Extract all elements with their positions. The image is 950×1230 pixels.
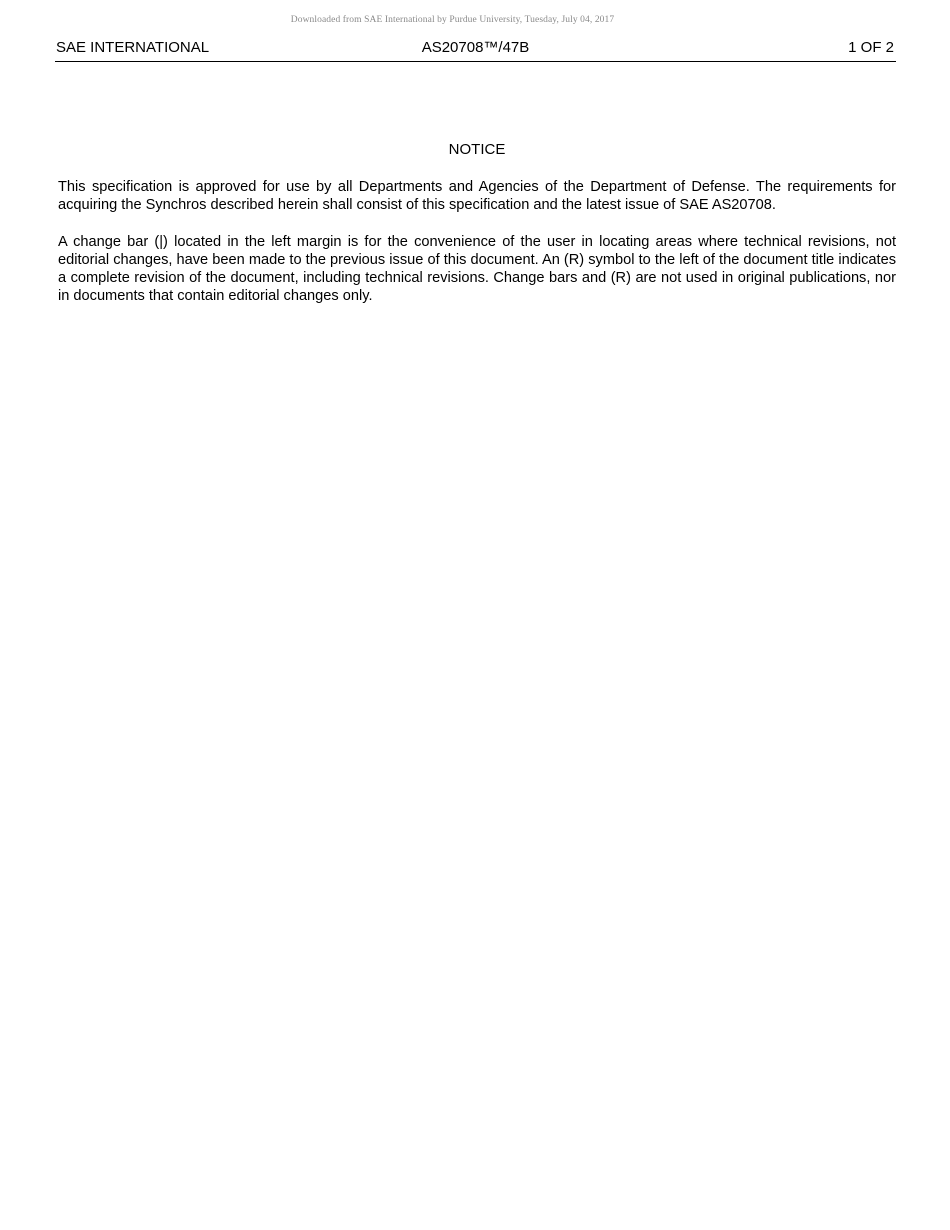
notice-body xyxy=(58,178,896,324)
header-document-number: AS20708™/47B xyxy=(421,39,530,56)
header-page-number: 1 OF 2 xyxy=(848,39,894,56)
download-watermark: Downloaded from SAE International by Purdue University, Tuesday, July 04, 2017 xyxy=(290,15,615,25)
page-header xyxy=(55,38,896,62)
notice-paragraph-change-bar: A change bar (|) located in the left margin is for the convenience of the user in locating areas where technical revisions, not editorial changes, have been made to the previous issue of this document. An (R) symbol to the left of the document title indicates a complete revision of the document, including technical revisions. Change bars and (R) are not used in original publications, nor in documents that contain editorial changes only. xyxy=(58,234,896,304)
header-organization: SAE INTERNATIONAL xyxy=(56,39,210,56)
notice-heading: NOTICE xyxy=(448,141,506,158)
notice-paragraph-approval: This specification is approved for use by all Departments and Agencies of the Department of Defense. The requirements for acquiring the Synchros described herein shall consist of this specification and the latest issue of SAE AS20708. xyxy=(58,179,896,213)
